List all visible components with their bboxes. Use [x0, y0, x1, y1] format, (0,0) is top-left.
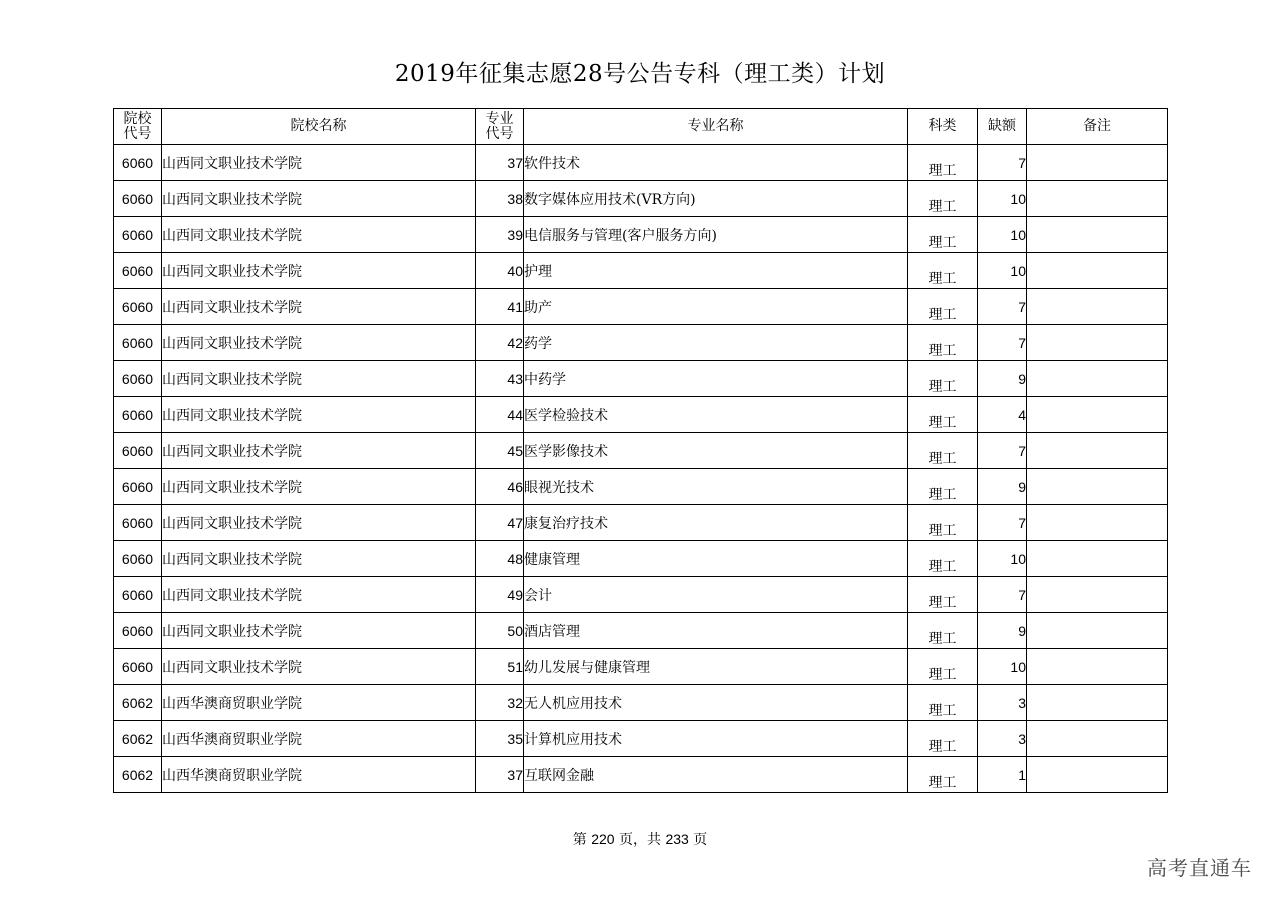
cell-school-code: 6060	[114, 505, 162, 541]
cell-major-code: 45	[476, 433, 524, 469]
cell-school-code: 6060	[114, 253, 162, 289]
cell-quota: 3	[978, 685, 1027, 721]
cell-category: 理工	[908, 325, 978, 361]
table-row	[114, 361, 1168, 397]
cell-category: 理工	[908, 433, 978, 469]
cell-major-code: 41	[476, 289, 524, 325]
cell-school-code: 6060	[114, 613, 162, 649]
cell-major-code: 49	[476, 577, 524, 613]
table-row	[114, 505, 1168, 541]
cell-note	[1027, 685, 1168, 721]
cell-major-code: 39	[476, 217, 524, 253]
cell-note	[1027, 325, 1168, 361]
cell-major-name: 幼儿发展与健康管理	[524, 649, 908, 685]
cell-quota: 7	[978, 433, 1027, 469]
cell-category: 理工	[908, 505, 978, 541]
page-footer	[0, 829, 1280, 849]
cell-quota: 9	[978, 469, 1027, 505]
cell-school-name: 山西同文职业技术学院	[162, 217, 476, 253]
cell-school-code: 6060	[114, 325, 162, 361]
cell-school-code: 6060	[114, 181, 162, 217]
cell-quota: 10	[978, 253, 1027, 289]
cell-school-name: 山西华澳商贸职业学院	[162, 757, 476, 793]
cell-major-name: 康复治疗技术	[524, 505, 908, 541]
cell-major-code: 32	[476, 685, 524, 721]
table-row	[114, 613, 1168, 649]
cell-school-name: 山西同文职业技术学院	[162, 325, 476, 361]
cell-category: 理工	[908, 217, 978, 253]
header-school-code-line2: 代号	[123, 125, 152, 142]
cell-category: 理工	[908, 361, 978, 397]
cell-note	[1027, 649, 1168, 685]
cell-quota: 10	[978, 649, 1027, 685]
table-row	[114, 685, 1168, 721]
watermark-logo-text: 高考直通车	[1147, 856, 1252, 880]
table-row	[114, 649, 1168, 685]
table-row	[114, 541, 1168, 577]
cell-major-name: 计算机应用技术	[524, 721, 908, 757]
cell-school-name: 山西同文职业技术学院	[162, 541, 476, 577]
cell-school-name: 山西同文职业技术学院	[162, 577, 476, 613]
cell-category: 理工	[908, 613, 978, 649]
header-school-code	[114, 109, 162, 145]
cell-quota: 10	[978, 217, 1027, 253]
cell-category: 理工	[908, 181, 978, 217]
cell-school-name: 山西同文职业技术学院	[162, 649, 476, 685]
cell-quota: 10	[978, 541, 1027, 577]
cell-note	[1027, 253, 1168, 289]
cell-major-name: 电信服务与管理(客户服务方向)	[524, 217, 908, 253]
footer-suffix: 页	[693, 832, 708, 848]
cell-school-name: 山西同文职业技术学院	[162, 361, 476, 397]
cell-major-name: 软件技术	[524, 145, 908, 181]
cell-school-code: 6060	[114, 649, 162, 685]
cell-note	[1027, 181, 1168, 217]
cell-category: 理工	[908, 145, 978, 181]
cell-major-code: 40	[476, 253, 524, 289]
cell-school-code: 6062	[114, 721, 162, 757]
cell-quota: 9	[978, 613, 1027, 649]
table-row	[114, 397, 1168, 433]
table-body	[114, 145, 1168, 793]
cell-category: 理工	[908, 397, 978, 433]
cell-school-name: 山西同文职业技术学院	[162, 505, 476, 541]
cell-note	[1027, 289, 1168, 325]
cell-major-name: 无人机应用技术	[524, 685, 908, 721]
cell-note	[1027, 433, 1168, 469]
header-school-name: 院校名称	[162, 109, 476, 145]
cell-category: 理工	[908, 649, 978, 685]
cell-quota: 10	[978, 181, 1027, 217]
cell-note	[1027, 145, 1168, 181]
cell-major-code: 50	[476, 613, 524, 649]
cell-school-name: 山西同文职业技术学院	[162, 181, 476, 217]
cell-note	[1027, 721, 1168, 757]
plan-table	[113, 108, 1168, 793]
cell-school-code: 6060	[114, 577, 162, 613]
cell-major-name: 酒店管理	[524, 613, 908, 649]
header-major-name: 专业名称	[524, 109, 908, 145]
table-row	[114, 433, 1168, 469]
table-row	[114, 721, 1168, 757]
cell-note	[1027, 469, 1168, 505]
table-row	[114, 577, 1168, 613]
cell-school-code: 6060	[114, 145, 162, 181]
cell-quota: 3	[978, 721, 1027, 757]
footer-prefix: 第	[572, 832, 587, 848]
cell-major-name: 中药学	[524, 361, 908, 397]
cell-school-name: 山西同文职业技术学院	[162, 469, 476, 505]
table-row	[114, 469, 1168, 505]
cell-school-code: 6060	[114, 397, 162, 433]
cell-note	[1027, 757, 1168, 793]
cell-major-name: 助产	[524, 289, 908, 325]
header-note: 备注	[1027, 109, 1168, 145]
cell-quota: 7	[978, 325, 1027, 361]
cell-major-code: 37	[476, 145, 524, 181]
cell-school-name: 山西同文职业技术学院	[162, 613, 476, 649]
cell-school-name: 山西华澳商贸职业学院	[162, 721, 476, 757]
table-row	[114, 757, 1168, 793]
cell-quota: 1	[978, 757, 1027, 793]
cell-school-name: 山西同文职业技术学院	[162, 145, 476, 181]
cell-school-name: 山西华澳商贸职业学院	[162, 685, 476, 721]
header-major-code-line1: 专业	[485, 110, 514, 127]
footer-total-pages: 233	[665, 831, 689, 847]
cell-school-code: 6060	[114, 361, 162, 397]
cell-major-name: 数字媒体应用技术(VR方向)	[524, 181, 908, 217]
cell-quota: 7	[978, 145, 1027, 181]
table-row	[114, 325, 1168, 361]
cell-school-code: 6060	[114, 289, 162, 325]
cell-quota: 7	[978, 289, 1027, 325]
cell-school-code: 6062	[114, 685, 162, 721]
cell-school-name: 山西同文职业技术学院	[162, 397, 476, 433]
cell-note	[1027, 397, 1168, 433]
cell-school-name: 山西同文职业技术学院	[162, 433, 476, 469]
cell-note	[1027, 613, 1168, 649]
cell-school-code: 6062	[114, 757, 162, 793]
table-row	[114, 181, 1168, 217]
cell-major-name: 互联网金融	[524, 757, 908, 793]
cell-quota: 9	[978, 361, 1027, 397]
cell-note	[1027, 505, 1168, 541]
cell-quota: 4	[978, 397, 1027, 433]
header-school-code-line1: 院校	[123, 110, 152, 127]
cell-major-name: 医学影像技术	[524, 433, 908, 469]
header-major-code	[476, 109, 524, 145]
cell-category: 理工	[908, 577, 978, 613]
cell-category: 理工	[908, 289, 978, 325]
cell-major-code: 48	[476, 541, 524, 577]
cell-major-code: 43	[476, 361, 524, 397]
cell-category: 理工	[908, 685, 978, 721]
cell-major-name: 药学	[524, 325, 908, 361]
cell-category: 理工	[908, 469, 978, 505]
cell-school-code: 6060	[114, 469, 162, 505]
cell-category: 理工	[908, 757, 978, 793]
cell-school-name: 山西同文职业技术学院	[162, 253, 476, 289]
cell-major-name: 眼视光技术	[524, 469, 908, 505]
header-major-code-line2: 代号	[485, 125, 514, 142]
cell-school-code: 6060	[114, 217, 162, 253]
cell-major-code: 38	[476, 181, 524, 217]
header-quota: 缺额	[978, 109, 1027, 145]
cell-major-code: 42	[476, 325, 524, 361]
cell-note	[1027, 577, 1168, 613]
header-category: 科类	[908, 109, 978, 145]
page-title: 2019年征集志愿28号公告专科（理工类）计划	[394, 61, 886, 87]
cell-major-code: 44	[476, 397, 524, 433]
cell-major-code: 51	[476, 649, 524, 685]
cell-major-name: 医学检验技术	[524, 397, 908, 433]
cell-major-code: 37	[476, 757, 524, 793]
cell-major-name: 健康管理	[524, 541, 908, 577]
cell-major-code: 35	[476, 721, 524, 757]
cell-school-code: 6060	[114, 433, 162, 469]
table-row	[114, 145, 1168, 181]
cell-quota: 7	[978, 505, 1027, 541]
cell-category: 理工	[908, 721, 978, 757]
table-row	[114, 253, 1168, 289]
cell-category: 理工	[908, 253, 978, 289]
table-header-row	[114, 109, 1168, 145]
table-row	[114, 217, 1168, 253]
cell-note	[1027, 361, 1168, 397]
cell-major-name: 护理	[524, 253, 908, 289]
cell-major-code: 46	[476, 469, 524, 505]
table-row	[114, 289, 1168, 325]
footer-middle: 页，共	[619, 832, 661, 848]
cell-quota: 7	[978, 577, 1027, 613]
cell-major-name: 会计	[524, 577, 908, 613]
cell-school-code: 6060	[114, 541, 162, 577]
cell-note	[1027, 541, 1168, 577]
footer-current-page: 220	[591, 831, 615, 847]
cell-category: 理工	[908, 541, 978, 577]
cell-note	[1027, 217, 1168, 253]
cell-school-name: 山西同文职业技术学院	[162, 289, 476, 325]
cell-major-code: 47	[476, 505, 524, 541]
